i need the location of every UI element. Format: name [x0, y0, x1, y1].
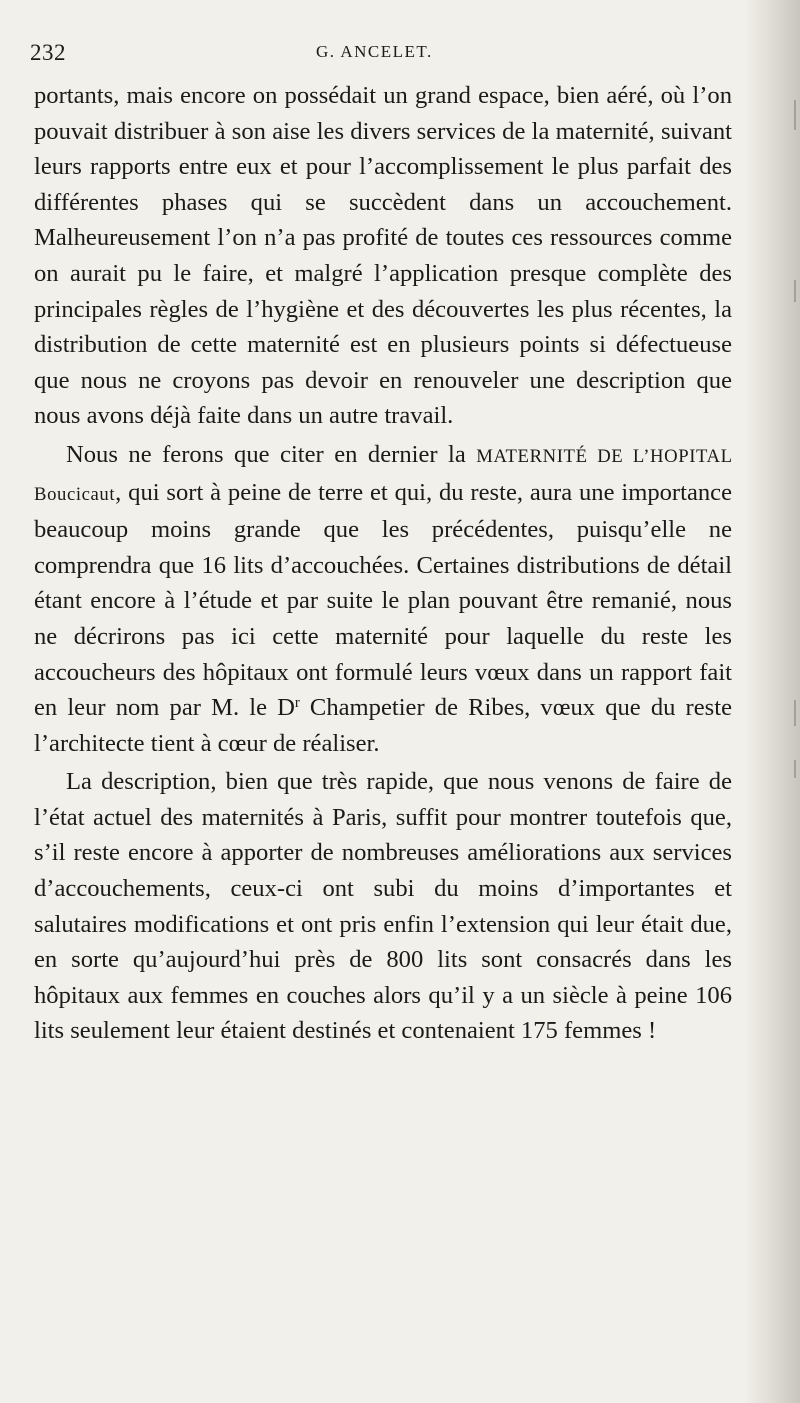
running-head-author: G. ANCELET. [316, 42, 433, 61]
superscript: r [294, 694, 300, 711]
paragraph-text: Nous ne ferons que citer en dernier la [66, 440, 477, 468]
hospital-name: Boucicaut [34, 483, 116, 505]
body-text [34, 78, 732, 1049]
paragraph-continued: portants, mais encore on possédait un grand espace, bien aéré, où l’on pouvait distribuer à son aise les divers services de la maternité, suivant leurs rapports entre eux et pour l’accomplissement le plus parfait des différentes phases qui se succèdent dans un accouchement. Malheureusement l’on n’a pas profité de toutes ces ressources comme on aurait pu le faire, et malgré l’application presque complète des principales règles de l’hygiène et des découvertes les plus récentes, la distribution de cette maternité est en plusieurs points si défectueuse que nous ne croyons pas devoir en renouveler une description que nous avons déjà faite dans un autre travail. [34, 82, 732, 430]
page-number: 232 [30, 40, 66, 65]
paragraph-text: , qui sort à peine de terre et qui, du reste, aura une importance beaucoup moins grande que les précédentes, puisqu’elle ne comprendra que 16 lits d’accouchées. Certaines distributions de détail étant encore à l’étude et par suite le plan pouvant être remanié, nous ne décrirons pas ici cette maternité pour laquelle du reste les accoucheurs des hôpitaux ont formulé leurs vœux dans un rapport fait en leur nom par M. le D [34, 478, 732, 722]
small-caps-heading: MATERNITÉ DE L’HOPITAL [476, 445, 732, 467]
paragraph-boucicaut [34, 437, 732, 761]
paragraph-conclusion: La description, bien que très rapide, que nous venons de faire de l’état actuel des maternités à Paris, suffit pour montrer toutefois que, s’il reste encore à apporter de nombreuses améliorations aux services d’accouchements, ceux-ci ont subi du moins d’importantes et salutaires modifications et ont pris enfin l’extension qui leur était due, en sorte qu’aujourd’hui près de 800 lits sont consacrés dans les hôpitaux aux femmes en couches alors qu’il y a un siècle à peine 106 lits seulement leur étaient destinés et contenaient 175 femmes ! [34, 768, 732, 1045]
running-head [30, 34, 730, 64]
paragraph-text: Champetier de Ribes, vœux que du reste l’architecte tient à cœur de réaliser. [34, 694, 732, 757]
page-edge-shadow [782, 60, 800, 1360]
